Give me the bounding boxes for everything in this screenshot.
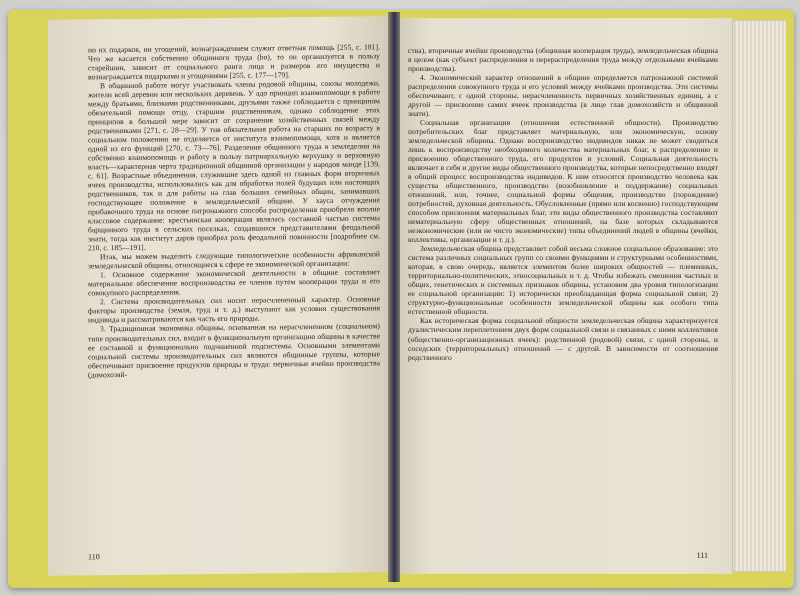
list-item: 3. Традиционная экономика общины, основанная на нерасчлененном (социальном) типе производительных сил, входит в функциональную организацию общины в качестве ее составной и функционально подчиненной подсистемы. Основными элементами социальной системы производительных сил являются общинные группы, которые обеспечивают присвоение продуктов природы и труда: первичные ячейки производства (домохозяй- xyxy=(88,321,380,379)
paragraph: В общинной работе могут участвовать члены родовой общины, союзы молодежи, жители всей деревни или нескольких деревень. У адо принцип взаимопомощи в работе между братьями, близкими родственниками, друзьями также соблюдается с принципом обязательной помощи отцу, старшим родственникам, однако соблюдение этих принципов в большой мере зависит от сохранения хозяйственных связей между родственниками [271, с. 28—29]. У тив обязательная работа на старших по возрасту в социальном положению не отделяется от института взаимопомощи, хотя и является одной из его функций [270, с. 73—76]. Разделение общинного труда в земледелии на собственно взаимопомощь и работу в пользу патриархальную верхушку и верховную власть—характерная черта традиционной общинной организации у народов манде [139, с. 61]. Возрастные объединения, служившие здесь одной из главных форм вторичных ячеек производства, использовались как для обработки полей будущих или настоящих родственников, так и для работы на глав больших семейных общин, занимавших господствующее положение в земледельческой общине. У хауса отчуждение прибавочного труда на основе патронажного способа распределения приобрело вполне классовое содержание: крестьянская кооперация являлась составной частью системы барщинного труда в сельских поселках, создавшихся представителями феодальной знати, тогда как институт даров приобрел роль феодальной повинности [подробнее см. 210, с. 185—191]. xyxy=(88,78,380,253)
right-page-text xyxy=(408,46,718,362)
page-edges xyxy=(732,20,786,572)
paragraph: но их подарков, ни угощений, вознаграждением служит ответная помощь [255, с. 181]. Что же касается собственно общинного труда (bo), то он организуется в пользу старейшин, зависит от социального ранга лица и размеров его имущества и вознаграждается подарками и угощениями [255, с. 177—179]. xyxy=(88,42,380,82)
paragraph: ства), вторичные ячейки производства (общинная кооперация труда), земледельческая община в целом (как субъект распределения и перераспределения труда между отдельными ячейками производства). xyxy=(408,46,718,74)
page-number: 111 xyxy=(696,551,708,560)
left-page-text xyxy=(88,42,380,379)
paragraph: Земледельческая община представляет собой весьма сложное социальное образование: это система различных социальных групп со своими функциями и структурными особенностями, которая, в свою очередь, является элементом более широких общностей — племенных, территориально-политических, этносоциальных и т. д. Чтобы избежать смешения частных и общих, генетических и системных признаков общины, установим два уровня типологизации ее социальной организации: 1) исторически преобладающая форма социальной связи; 2) структурно-функциональные особенности земледельческой общины как особого типа естественной общности. xyxy=(408,244,718,317)
left-page xyxy=(48,16,392,576)
list-item: 1. Основное содержание экономической деятельности в общине составляет материальное обеспечение воспроизводства ее членов путем кооперации труда и его совокупного распределения. xyxy=(88,267,380,298)
page-number: 110 xyxy=(88,552,100,562)
paragraph: Как историческая форма социальной общности земледельческая община характеризуется дуалистическим переплетением двух форм социальной связи и связанных с ними коллективов (общественно-организационных ячеек): родственной (родовой) связи, с одной стороны, и соседских (территориальных) отношений — с другой. В зависимости от соотношения родственного xyxy=(408,316,718,362)
section-paragraph: Социальная организация (отношения естественной общности). Производство потребительских благ представляет материальную, или экономическую, основу земледельческой общины. Однако воспроизводство индивидов никак не может сводиться лишь к воспроизводству необходимого количества материальных благ, к распределению и присвоению общественного труда, его продуктов и условий. Социальная деятельность включает в себя и другие виды общественного производства, которые непосредственно входят в общий процесс воспроизводства индивидов. К ним относятся производство человека как существа общественного, производство (возобновление и поддержание) социальных отношений, или, точнее, социальной формы общения, производство (порождение) потребностей, духовная деятельность. Обусловленные (прямо или косвенно) господствующим способом присвоения материальных благ, эти виды общественного производства составляют нематериальную сферу общественных отношений, на базе которых складываются неэкономические (или не чисто экономические) типы объединений людей в общины (ячейки, коллективы, организации и т. д.). xyxy=(408,118,718,245)
right-page xyxy=(396,18,732,574)
paragraph: Итак, мы можем выделить следующие типологические особенности африканской земледельческой общины, относящиеся к сфере ее экономической организации: xyxy=(88,249,380,271)
book-spine-gutter xyxy=(388,12,400,582)
list-item: 2. Система производительных сил носит нерасчлененный характер. Основные факторы производства (земля, труд и т. д.) выступают как условия существования индивида и рассматриваются как часть его природы. xyxy=(88,294,380,325)
list-item: 4. Экономический характер отношений в общине определяется патронажной системой распределения совокупного труда и его условий между ячейками производства. Эти системы обеспечивают, с одной стороны, нерасчлененность первичных хозяйственных единиц, а с другой — присвоение самих ячеек производства (в лице глав домохозяйств и общинной знати). xyxy=(408,73,718,119)
